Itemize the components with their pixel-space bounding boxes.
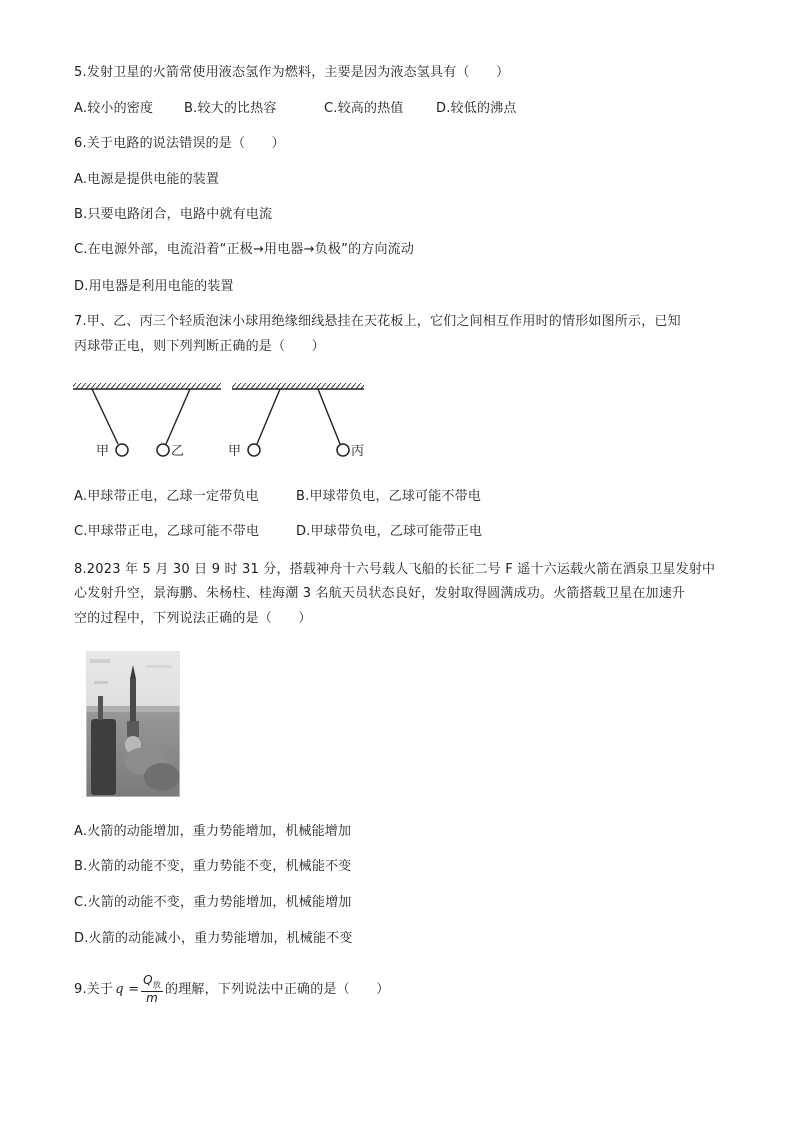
thread-bing: [318, 389, 340, 444]
q6-stem: 6.关于电路的说法错误的是（ ）: [74, 136, 285, 151]
ball-jia-left: [116, 444, 128, 456]
q8-option-c: C.火箭的动能不变，重力势能增加，机械能增加: [74, 895, 352, 910]
q7-option-c: C.甲球带正电，乙球可能不带电: [74, 524, 260, 539]
q9-formula-numerator-sub: 放: [152, 980, 162, 990]
q9-formula-lhs: q =: [115, 981, 140, 997]
q6-option-b: B.只要电路闭合，电路中就有电流: [74, 207, 273, 222]
q7-options-row1: [74, 488, 481, 506]
q5-option-d: D.较低的沸点: [436, 101, 517, 116]
ceiling-right: [232, 383, 364, 389]
q5-option-b: B.较大的比热容: [184, 101, 277, 116]
thread-jia-right: [257, 389, 280, 444]
ball-jia-right: [248, 444, 260, 456]
thread-jia-left: [92, 389, 118, 444]
q7-option-d: D.甲球带负电，乙球可能带正电: [296, 524, 483, 539]
q6-option-a: A.电源是提供电能的装置: [74, 172, 220, 187]
ball-bing: [337, 444, 349, 456]
q7-pendulum-figure: [70, 378, 370, 468]
thread-yi: [166, 389, 190, 444]
q7-option-b: B.甲球带负电，乙球可能不带电: [296, 489, 482, 504]
rocket-launch-photo: [86, 651, 180, 797]
q8-stem-line3: 空的过程中，下列说法正确的是（ ）: [74, 611, 312, 626]
q5-stem: 5.发射卫星的火箭常使用液态氢作为燃料，主要是因为液态氢具有（ ）: [74, 65, 510, 80]
q7-stem-line2: 丙球带正电，则下列判断正确的是（ ）: [74, 339, 325, 354]
q9-formula-numerator: [141, 974, 163, 992]
q9-suffix: 的理解，下列说法中正确的是（ ）: [165, 981, 390, 997]
q8-option-b: B.火箭的动能不变，重力势能不变，机械能不变: [74, 859, 352, 874]
q9-prefix: 9.关于: [74, 981, 114, 997]
q9-formula-numerator-q: Q: [143, 973, 153, 987]
q5-option-c: C.较高的热值: [324, 101, 404, 116]
label-bing: 丙: [351, 444, 365, 459]
label-jia-right: 甲: [228, 444, 242, 459]
launch-tower: [91, 719, 116, 795]
ball-yi: [157, 444, 169, 456]
q8-option-a: A.火箭的动能增加，重力势能增加，机械能增加: [74, 824, 352, 839]
q7-options-row2: [74, 523, 482, 541]
q8-stem-line2: 心发射升空，景海鹏、朱杨柱、桂海潮 3 名航天员状态良好，发射取得圆满成功。火箭搭载卫星在加速升: [74, 586, 686, 601]
q5-option-a: A.较小的密度: [74, 101, 154, 116]
q7-option-a: A.甲球带正电，乙球一定带负电: [74, 489, 259, 504]
q5-options: [74, 100, 517, 118]
q9-stem: [74, 974, 389, 1005]
q8-stem-line1: 8.2023 年 5 月 30 日 9 时 31 分，搭载神舟十六号载人飞船的长征二号 F 遥十六运载火箭在酒泉卫星发射中: [74, 562, 716, 577]
q8-option-d: D.火箭的动能减小，重力势能增加，机械能不变: [74, 931, 353, 946]
ceiling-left: [73, 383, 221, 389]
label-yi: 乙: [171, 444, 185, 459]
label-jia-left: 甲: [96, 444, 110, 459]
q6-option-c: C.在电源外部，电流沿着“正极→用电器→负极”的方向流动: [74, 242, 415, 257]
q9-formula-denominator: m: [146, 991, 159, 1006]
q6-option-d: D.用电器是利用电能的装置: [74, 279, 234, 294]
q7-stem-line1: 7.甲、乙、丙三个轻质泡沫小球用绝缘细线悬挂在天花板上，它们之间相互作用时的情形如图所示，已知: [74, 314, 681, 329]
q9-formula-fraction: [141, 974, 163, 1005]
